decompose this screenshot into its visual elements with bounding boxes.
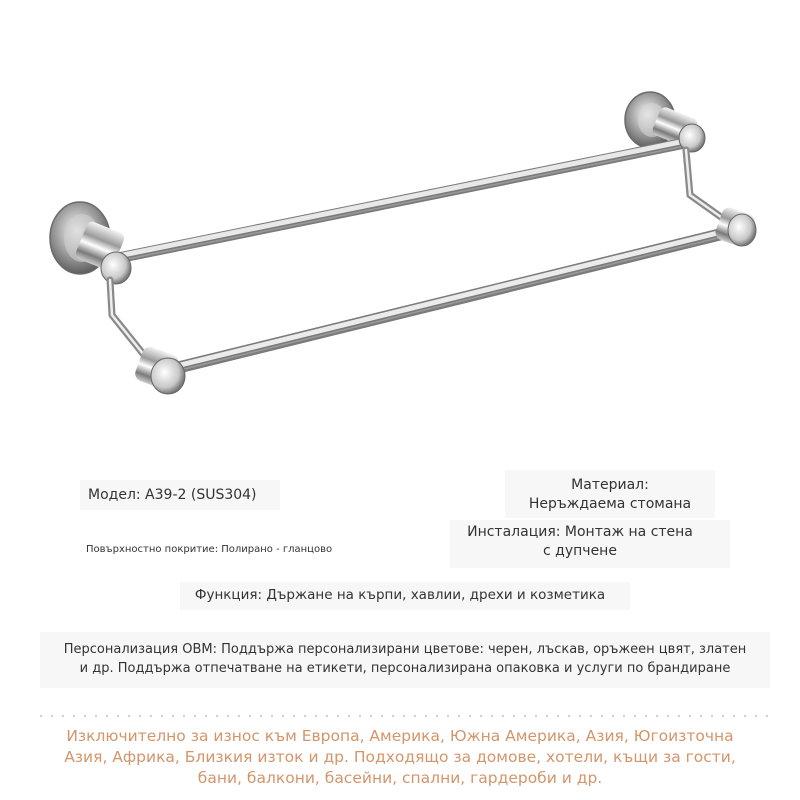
markets-line-1: Изключително за износ към Европа, Америка, Южна Америка, Азия, Югоизточна — [66, 727, 734, 745]
markets-line-3: бани, балкони, басейни, спални, гардероби и др. — [197, 769, 603, 787]
installation-label: Инсталация: Монтаж на стена — [467, 524, 693, 540]
dotted-divider — [40, 712, 770, 720]
finish-text: Повърхностно покритие: Полирано - гланцово — [86, 544, 333, 555]
markets-line-2: Азия, Африка, Близкия изток и др. Подходящо за домове, хотели, къщи за гости, — [64, 748, 736, 766]
obm-line-2: и др. Поддържа отпечатване на етикети, персонализирана опаковка и услуги по брандиране — [79, 661, 731, 676]
function-text: Функция: Държане на кърпи, хавлии, дрехи и козметика — [194, 587, 606, 603]
right-arm — [686, 150, 728, 222]
model-text: Модел: A39-2 (SUS304) — [88, 487, 257, 503]
obm-line-1: Персонализация OBM: Поддържа персонализирани цветове: черен, лъскав, оръжеен цвят, златен — [63, 642, 747, 657]
material-label: Материал: — [571, 477, 649, 493]
installation-value: с дупчене — [543, 543, 617, 559]
material-value: Неръждаема стомана — [528, 496, 692, 512]
